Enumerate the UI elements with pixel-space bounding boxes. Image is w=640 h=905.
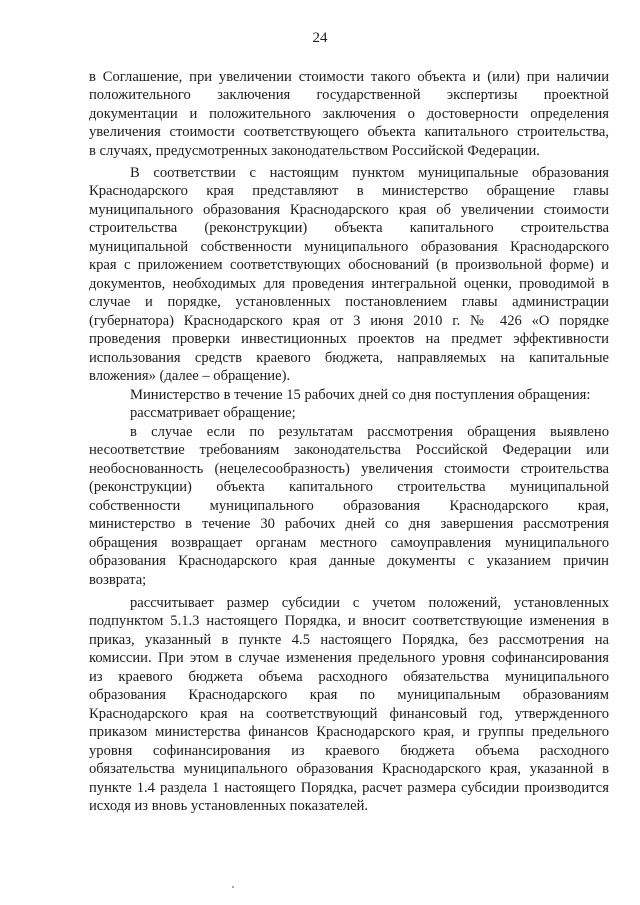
text-line: В соответствии с настоящим пунктом муниципальные образования — [130, 165, 609, 181]
text-line: министерство в течение 30 рабочих дней со дня завершения рассмотрения — [89, 516, 609, 532]
text-line: Краснодарского края представляют в министерство обращение главы — [89, 183, 609, 199]
text-line: пункте 1.4 раздела 1 настоящего Порядка, расчет размера субсидии производится — [89, 780, 609, 796]
text-line: обращения возвращает органам местного самоуправления муниципального — [89, 535, 609, 551]
page-number: 24 — [312, 30, 328, 46]
text-line: вложения» (далее – обращение). — [89, 368, 291, 384]
text-line: строительства (реконструкции) объекта капитального строительства — [89, 220, 609, 236]
text-line: проведения проверки инвестиционных проектов на предмет эффективности — [89, 331, 609, 347]
text-line: в случаях, предусмотренных законодательством Российской Федерации. — [89, 143, 540, 159]
text-line: комиссии. При этом в случае изменения предельного уровня софинансирования — [89, 650, 609, 666]
text-line: собственности муниципального образования Краснодарского края, — [89, 498, 609, 514]
text-line: муниципального образования Краснодарского края об увеличении стоимости — [89, 202, 609, 218]
text-line: из краевого бюджета объема расходного обязательства муниципального — [89, 669, 609, 685]
text-line: обязательства муниципального образования Краснодарского края, указанной в — [89, 761, 609, 777]
text-line: рассматривает обращение; — [130, 405, 296, 421]
text-line: документов, необходимых для проведения интегральной оценки, проводимой в — [89, 276, 609, 292]
text-line: приказ, указанный в пункте 4.5 настоящего Порядка, без рассмотрения на — [89, 632, 609, 648]
text-line: подпунктом 5.1.3 настоящего Порядка, и вносит соответствующие изменения в — [89, 613, 609, 629]
text-line: образования Краснодарского края по муниципальным образованиям — [89, 687, 609, 703]
text-line: образования Краснодарского края данные документы с указанием причин — [89, 553, 609, 569]
text-line: несоответствие требованиям законодательства Российской Федерации или — [89, 442, 609, 458]
text-line: уровня софинансирования из краевого бюджета объема расходного — [89, 743, 609, 759]
text-line: края с приложением соответствующих обоснований (в произвольной форме) и — [89, 257, 609, 273]
text-line: положительного заключения государственной экспертизы проектной — [89, 87, 609, 103]
text-line: необоснованность (нецелесообразность) увеличения стоимости строительства — [89, 461, 609, 477]
text-line: (губернатора) Краснодарского края от 3 июня 2010 г. № 426 «О порядке — [89, 313, 609, 329]
text-line: Краснодарского края на соответствующий финансовый год, утвержденного — [89, 706, 609, 722]
text-line: увеличения стоимости соответствующего объекта капитального строительства, — [89, 124, 609, 140]
text-line: возврата; — [89, 572, 147, 588]
text-line: документации и положительного заключения о достоверности определения — [89, 106, 609, 122]
text-line: рассчитывает размер субсидии с учетом положений, установленных — [130, 595, 609, 611]
text-line: использования средств краевого бюджета, направляемых на капитальные — [89, 350, 609, 366]
text-line: в случае если по результатам рассмотрения обращения выявлено — [130, 424, 609, 440]
text-line: муниципальной собственности муниципального образования Краснодарского — [89, 239, 609, 255]
text-line: приказом министерства финансов Краснодарского края, и группы предельного — [89, 724, 609, 740]
text-line: исходя из вновь установленных показателей. — [89, 798, 369, 814]
text-line: случае и порядке, установленных постановлением главы администрации — [89, 294, 609, 310]
scan-speck — [232, 886, 234, 888]
text-line: в Соглашение, при увеличении стоимости такого объекта и (или) при наличии — [89, 69, 609, 85]
text-line: (реконструкции) объекта капитального строительства муниципальной — [89, 479, 609, 495]
text-line: Министерство в течение 15 рабочих дней со дня поступления обращения: — [130, 387, 591, 403]
